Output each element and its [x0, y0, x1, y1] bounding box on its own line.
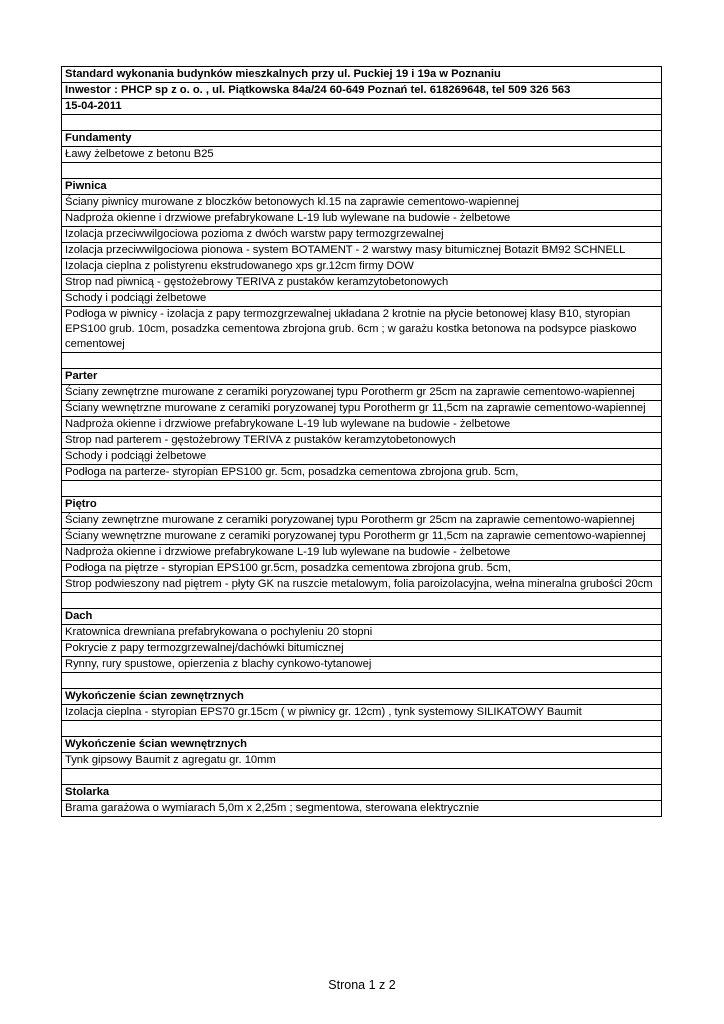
spec-table: [61, 66, 662, 817]
table-row: [62, 275, 662, 291]
spec-item: Nadproża okienne i drzwiowe prefabrykowane L-19 lub wylewane na budowie - żelbetowe: [62, 417, 662, 433]
table-row: [62, 577, 662, 593]
table-row: [62, 529, 662, 545]
spec-item: Izolacja przeciwwilgociowa pionowa - system BOTAMENT - 2 warstwy masy bitumicznej Botazit BM92 SCHNELL: [62, 243, 662, 259]
table-row: [62, 291, 662, 307]
section-heading: Piętro: [62, 497, 662, 513]
section-heading: Parter: [62, 369, 662, 385]
spec-item: Ściany wewnętrzne murowane z ceramiki poryzowanej typu Porotherm gr 11,5cm na zaprawie cementowo-wapiennej: [62, 401, 662, 417]
table-row: [62, 307, 662, 353]
table-row: [62, 401, 662, 417]
table-row: [62, 545, 662, 561]
table-row: [62, 641, 662, 657]
section-heading: Fundamenty: [62, 131, 662, 147]
section-heading: Stolarka: [62, 785, 662, 801]
spacer-row: [62, 721, 662, 737]
spec-item: Izolacja cieplna - styropian EPS70 gr.15cm ( w piwnicy gr. 12cm) , tynk systemowy SILIKATOWY Baumit: [62, 705, 662, 721]
document-date: 15-04-2011: [62, 99, 662, 115]
spacer-row: [62, 163, 662, 179]
empty-cell: [62, 481, 662, 497]
empty-cell: [62, 673, 662, 689]
spec-item: Izolacja cieplna z polistyrenu ekstrudowanego xps gr.12cm firmy DOW: [62, 259, 662, 275]
empty-cell: [62, 721, 662, 737]
spec-item: Ściany zewnętrzne murowane z ceramiki poryzowanej typu Porotherm gr 25cm na zaprawie cementowo-wapiennej: [62, 385, 662, 401]
table-row: [62, 449, 662, 465]
empty-cell: [62, 769, 662, 785]
spec-item: Ławy żelbetowe z betonu B25: [62, 147, 662, 163]
table-row: [62, 513, 662, 529]
spec-item: Rynny, rury spustowe, opierzenia z blachy cynkowo-tytanowej: [62, 657, 662, 673]
table-row: [62, 227, 662, 243]
table-row: [62, 465, 662, 481]
spec-item: Ściany piwnicy murowane z bloczków betonowych kl.15 na zaprawie cementowo-wapiennej: [62, 195, 662, 211]
table-row: [62, 195, 662, 211]
spec-item: Strop podwieszony nad piętrem - płyty GK na ruszcie metalowym, folia paroizolacyjna, wełna mineralna grubości 20cm: [62, 577, 662, 593]
table-row: [62, 385, 662, 401]
date-row: [62, 99, 662, 115]
investor-info: Inwestor : PHCP sp z o. o. , ul. Piątkowska 84a/24 60-649 Poznań tel. 618269648, tel 509 326 563: [62, 83, 662, 99]
table-row: [62, 433, 662, 449]
table-row: [62, 753, 662, 769]
spacer-row: [62, 115, 662, 131]
section-heading-row: [62, 497, 662, 513]
document-title: Standard wykonania budynków mieszkalnych przy ul. Puckiej 19 i 19a w Poznaniu: [62, 67, 662, 83]
section-heading: Wykończenie ścian zewnętrznych: [62, 689, 662, 705]
spacer-row: [62, 481, 662, 497]
spacer-row: [62, 769, 662, 785]
spec-item: Podłoga w piwnicy - izolacja z papy termozgrzewalnej układana 2 krotnie na płycie betonowej klasy B10, styropian EPS100 grub. 10cm, posadzka cementowa zbrojona grub. 6cm ; w garażu kostka betonowa na podsypce piaskowo cementowej: [62, 307, 662, 353]
spec-item: Schody i podciągi żelbetowe: [62, 291, 662, 307]
section-heading-row: [62, 737, 662, 753]
spec-item: Ściany zewnętrzne murowane z ceramiki poryzowanej typu Porotherm gr 25cm na zaprawie cementowo-wapiennej: [62, 513, 662, 529]
spec-item: Ściany wewnętrzne murowane z ceramiki poryzowanej typu Porotherm gr 11,5cm na zaprawie cementowo-wapiennej: [62, 529, 662, 545]
table-row: [62, 147, 662, 163]
spec-item: Nadproża okienne i drzwiowe prefabrykowane L-19 lub wylewane na budowie - żelbetowe: [62, 211, 662, 227]
section-heading: Wykończenie ścian wewnętrznych: [62, 737, 662, 753]
spec-item: Nadproża okienne i drzwiowe prefabrykowane L-19 lub wylewane na budowie - żelbetowe: [62, 545, 662, 561]
section-heading-row: [62, 785, 662, 801]
table-row: [62, 243, 662, 259]
section-heading-row: [62, 179, 662, 195]
table-row: [62, 259, 662, 275]
section-heading-row: [62, 609, 662, 625]
title-row: [62, 67, 662, 83]
spacer-row: [62, 593, 662, 609]
section-heading: Piwnica: [62, 179, 662, 195]
spec-item: Pokrycie z papy termozgrzewalnej/dachówki bitumicznej: [62, 641, 662, 657]
table-row: [62, 561, 662, 577]
spacer-row: [62, 353, 662, 369]
empty-cell: [62, 593, 662, 609]
table-row: [62, 211, 662, 227]
spec-item: Kratownica drewniana prefabrykowana o pochyleniu 20 stopni: [62, 625, 662, 641]
spec-item: Brama garażowa o wymiarach 5,0m x 2,25m ; segmentowa, sterowana elektrycznie: [62, 801, 662, 817]
spec-item: Strop nad parterem - gęstożebrowy TERIVA z pustaków keramzytobetonowych: [62, 433, 662, 449]
spacer-row: [62, 673, 662, 689]
section-heading-row: [62, 369, 662, 385]
table-row: [62, 625, 662, 641]
spec-item: Tynk gipsowy Baumit z agregatu gr. 10mm: [62, 753, 662, 769]
spec-item: Podłoga na piętrze - styropian EPS100 gr.5cm, posadzka cementowa zbrojona grub. 5cm,: [62, 561, 662, 577]
spec-item: Strop nad piwnicą - gęstożebrowy TERIVA z pustaków keramzytobetonowych: [62, 275, 662, 291]
spec-item: Podłoga na parterze- styropian EPS100 gr. 5cm, posadzka cementowa zbrojona grub. 5cm,: [62, 465, 662, 481]
section-heading-row: [62, 131, 662, 147]
section-heading-row: [62, 689, 662, 705]
table-row: [62, 801, 662, 817]
table-row: [62, 417, 662, 433]
page-footer: Strona 1 z 2: [328, 978, 396, 992]
empty-cell: [62, 163, 662, 179]
table-row: [62, 705, 662, 721]
spec-item: Schody i podciągi żelbetowe: [62, 449, 662, 465]
investor-row: [62, 83, 662, 99]
table-row: [62, 657, 662, 673]
spec-item: Izolacja przeciwwilgociowa pozioma z dwóch warstw papy termozgrzewalnej: [62, 227, 662, 243]
section-heading: Dach: [62, 609, 662, 625]
empty-cell: [62, 115, 662, 131]
empty-cell: [62, 353, 662, 369]
